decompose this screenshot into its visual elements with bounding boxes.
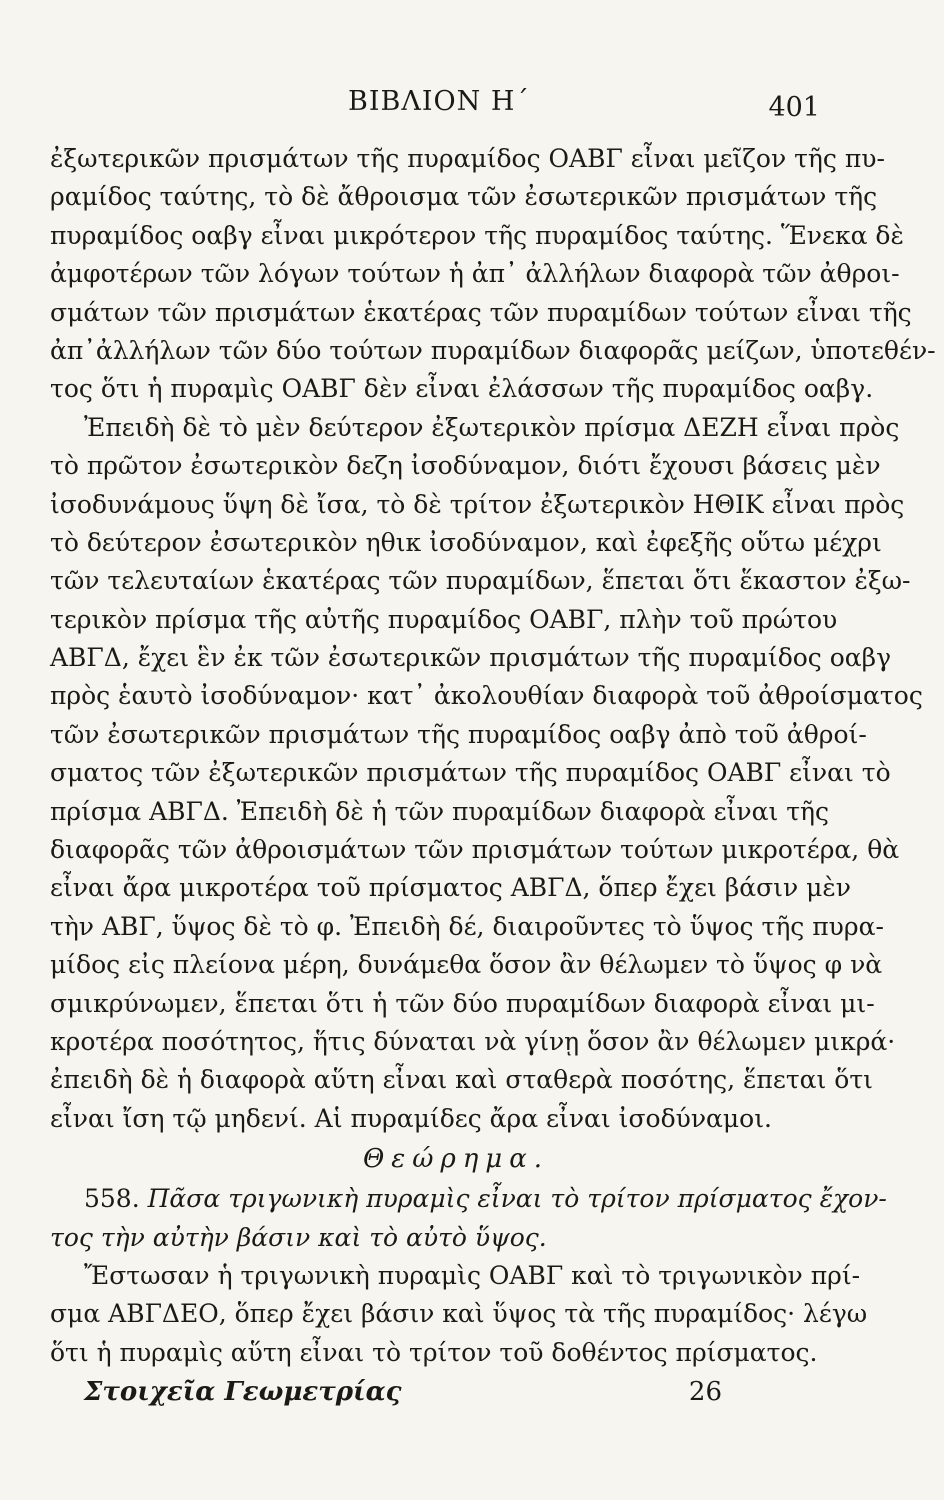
text-line: εἶναι ἴση τῷ μηδενί. Αἱ πυραμίδες ἄρα εἶναι ἰσοδύναμοι. (50, 1103, 772, 1133)
text-line: τῶν τελευταίων ἑκατέρας τῶν πυραμίδων, ἕπεται ὅτι ἕκαστον ἐξω- (50, 566, 911, 596)
text-line: τὸ πρῶτον ἐσωτερικὸν δεζη ἰσοδύναμον, διότι ἔχουσι βάσεις μὲν (50, 451, 881, 481)
footer (50, 1372, 822, 1412)
text-line: κροτέρα ποσότητος, ἥτις δύναται νὰ γίνῃ ὅσον ἂν θέλωμεν μικρά· (50, 1026, 896, 1056)
text-line: σμικρύνωμεν, ἕπεται ὅτι ἡ τῶν δύο πυραμίδων διαφορὰ εἶναι μι- (50, 988, 875, 1018)
text-line: μίδος εἰς πλείονα μέρη, δυνάμεθα ὅσον ἂν θέλωμεν τὸ ὕψος φ νὰ (50, 950, 883, 980)
footer-book-title: Στοιχεῖα Γεωμετρίας (84, 1377, 402, 1408)
text-line: ὅτι ἡ πυραμὶς αὕτη εἶναι τὸ τρίτον τοῦ δοθέντος πρίσματος. (50, 1337, 818, 1367)
running-title: ΒΙΒΛΙΟΝ Η΄ (348, 86, 530, 117)
theorem-heading: Θεώρημα. (362, 1144, 550, 1175)
text-line: πρίσμα ΑΒΓΔ. Ἐπειδὴ δὲ ἡ τῶν πυραμίδων διαφορὰ εἶναι τῆς (50, 796, 830, 826)
text-line: εἶναι ἄρα μικροτέρα τοῦ πρίσματος ΑΒΓΔ, ὅπερ ἔχει βάσιν μὲν (50, 873, 851, 903)
body-text (50, 140, 936, 1412)
text-line: τερικὸν πρίσμα τῆς αὐτῆς πυραμίδος ΟΑΒΓ, πλὴν τοῦ πρώτου (50, 604, 838, 634)
proposition-line: τος τὴν αὐτὴν βάσιν καὶ τὸ αὐτὸ ὕψος. (50, 1222, 547, 1252)
text-line: ἐπειδὴ δὲ ἡ διαφορὰ αὕτη εἶναι καὶ σταθερὰ ποσότης, ἕπεται ὅτι (50, 1065, 873, 1095)
text-line: πυραμίδος οαβγ εἶναι μικρότερον τῆς πυραμίδος ταύτης. Ἕνεκα δὲ (50, 220, 904, 250)
text-line: ΑΒΓΔ, ἔχει ἓν ἐκ τῶν ἐσωτερικῶν πρισμάτων τῆς πυραμίδος οαβγ (50, 643, 892, 673)
proposition-number: 558. (84, 1184, 140, 1214)
page-number: 401 (768, 92, 820, 123)
text-line: τὴν ΑΒΓ, ὕψος δὲ τὸ φ. Ἐπειδὴ δέ, διαιροῦντες τὸ ὕψος τῆς πυρα- (50, 911, 884, 941)
text-line: πρὸς ἑαυτὸ ἰσοδύναμον· κατ᾽ ἀκολουθίαν διαφορὰ τοῦ ἀθροίσματος (50, 681, 923, 711)
text-line: σμάτων τῶν πρισμάτων ἑκατέρας τῶν πυραμίδων τούτων εἶναι τῆς (50, 297, 912, 327)
text-line: Ἔστωσαν ἡ τριγωνικὴ πυραμὶς ΟΑΒΓ καὶ τὸ τριγωνικὸν πρί- (84, 1260, 861, 1290)
text-line: ἰσοδυνάμους ὕψη δὲ ἴσα, τὸ δὲ τρίτον ἐξωτερικὸν ΗΘΙΚ εἶναι πρὸς (50, 489, 905, 519)
paragraph-1 (50, 140, 936, 409)
text-line: σματος τῶν ἐξωτερικῶν πρισμάτων τῆς πυραμίδος ΟΑΒΓ εἶναι τὸ (50, 758, 891, 788)
text-line: ἐξωτερικῶν πρισμάτων τῆς πυραμίδος ΟΑΒΓ εἶναι μεῖζον τῆς πυ- (50, 144, 885, 173)
proposition-line (50, 1180, 887, 1218)
text-line: διαφορᾶς τῶν ἀθροισμάτων τῶν πρισμάτων τούτων μικροτέρα, θὰ (50, 835, 900, 865)
text-line: τῶν ἐσωτερικῶν πρισμάτων τῆς πυραμίδος οαβγ ἀπὸ τοῦ ἀθροί- (50, 719, 867, 749)
paragraph-3 (50, 1257, 868, 1372)
proposition-text: Πᾶσα τριγωνικὴ πυραμὶς εἶναι τὸ τρίτον πρίσματος ἔχον- (147, 1184, 887, 1214)
text-line: ἀμφοτέρων τῶν λόγων τούτων ἡ ἀπ᾽ ἀλλήλων διαφορὰ τῶν ἀθροι- (50, 259, 900, 289)
text-line: τὸ δεύτερον ἐσωτερικὸν ηθικ ἰσοδύναμον, καὶ ἐφεξῆς οὕτω μέχρι (50, 527, 882, 557)
running-header (50, 86, 820, 126)
proposition-statement (50, 1180, 887, 1257)
text-line: ραμίδος ταύτης, τὸ δὲ ἄθροισμα τῶν ἐσωτερικῶν πρισμάτων τῆς (50, 182, 878, 212)
text-line: ἀπ᾽ἀλλήλων τῶν δύο τούτων πυραμίδων διαφορᾶς μείζων, ὑποτεθέν- (50, 335, 936, 365)
signature-mark: 26 (688, 1377, 722, 1408)
paragraph-2 (50, 409, 923, 1138)
text-line: Ἐπειδὴ δὲ τὸ μὲν δεύτερον ἐξωτερικὸν πρίσμα ΔΕΖΗ εἶναι πρὸς (84, 412, 900, 442)
text-line: σμα ΑΒΓΔΕΟ, ὅπερ ἔχει βάσιν καὶ ὕψος τὰ τῆς πυραμίδος· λέγω (50, 1299, 868, 1329)
text-line: τος ὅτι ἡ πυραμὶς ΟΑΒΓ δὲν εἶναι ἐλάσσων τῆς πυραμίδος οαβγ. (50, 374, 874, 404)
